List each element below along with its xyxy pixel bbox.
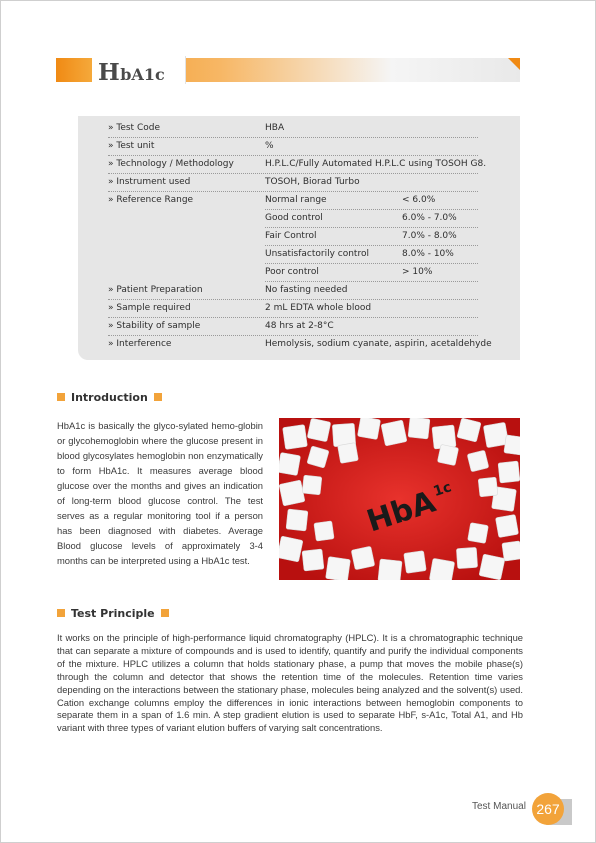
info-label: » Reference Range [108, 195, 194, 205]
range-value: > 10% [402, 267, 433, 277]
sugar-cube [408, 418, 430, 439]
sugar-cube [504, 435, 520, 455]
bullet-square-icon [57, 609, 65, 617]
sugar-cube [378, 559, 402, 580]
info-row-interference [108, 336, 492, 354]
range-row [265, 192, 478, 210]
sugar-cube [429, 558, 454, 580]
photo-hba-text: HbA [362, 484, 440, 540]
sugar-cube [326, 557, 351, 580]
photo-1c-text: 1c [431, 479, 454, 501]
test-info-table [78, 116, 520, 360]
test-principle-heading-text: Test Principle [71, 606, 155, 620]
test-principle-heading [57, 606, 175, 620]
info-value: 48 hrs at 2-8°C [265, 321, 334, 331]
bullet-square-icon [161, 609, 169, 617]
sugar-cube [279, 536, 303, 562]
info-label: » Stability of sample [108, 321, 201, 331]
range-label: Normal range [265, 195, 327, 205]
info-value: HBA [265, 123, 285, 133]
range-value: 6.0% - 7.0% [402, 213, 457, 223]
sugar-cube [314, 521, 334, 541]
info-label: » Instrument used [108, 177, 191, 187]
sugar-cube [502, 541, 520, 561]
sugar-cube [302, 549, 324, 571]
info-label: » Patient Preparation [108, 285, 203, 295]
info-row-technology [108, 156, 487, 174]
info-label: » Interference [108, 339, 172, 349]
page-number: 267 [532, 793, 564, 825]
sugar-cube [479, 554, 505, 580]
title-banner [56, 56, 520, 84]
page-title [98, 59, 165, 86]
page-title-rest: bA1c [120, 65, 165, 84]
sugar-cubes-photo [279, 418, 520, 580]
info-label: » Technology / Methodology [108, 159, 234, 169]
range-row [265, 264, 478, 282]
range-row [265, 228, 478, 246]
sugar-cube [307, 418, 331, 442]
info-value: No fasting needed [265, 285, 348, 295]
info-label: » Test unit [108, 141, 155, 151]
range-label: Unsatisfactorily control [265, 249, 369, 259]
sugar-cube [338, 443, 359, 464]
sugar-cube [404, 551, 427, 574]
range-row [265, 210, 478, 228]
range-row [265, 246, 478, 264]
sugar-cube [351, 546, 375, 570]
info-value: H.P.L.C/Fully Automated H.P.L.C using TOSOH G8. [265, 159, 487, 169]
range-value: < 6.0% [402, 195, 436, 205]
sugar-cube [381, 420, 407, 446]
sugar-cube [357, 418, 380, 440]
sugar-cube [467, 450, 489, 472]
info-value: 2 mL EDTA whole blood [265, 303, 372, 313]
page-title-prefix: H [98, 59, 121, 86]
sugar-cube [468, 523, 489, 544]
range-value: 8.0% - 10% [402, 249, 454, 259]
info-value: Hemolysis, sodium cyanate, aspirin, acetaldehyde [265, 339, 492, 349]
test-principle-text: It works on the principle of high-performance liquid chromatography (HPLC). It is a chromatographic technique that can separate a mixture of compounds and is used to identify, quantify and purify the individual components of the mixture. HPLC utilizes a column that holds stationary phase, a pump that moves the mobile phase(s) through the column and detector that shows the retention time of the molecules. Retention time varies depending on the interactions between the stationary phase, molecules being analyzed and the solvent(s) used. Cation exchange columns employ the differences in ionic interactions between hemoglobin components to separate them in a span of 1.6 min. A step gradient elution is used to separate HbF, s-A1c, Total A1, and Hb variant with three types of variant elution buffers of varying salt concentrations. [57, 632, 523, 734]
info-value: TOSOH, Biorad Turbo [265, 177, 360, 187]
sugar-cube [279, 452, 301, 475]
info-row-patient-preparation [108, 282, 478, 300]
sugar-cube [456, 547, 477, 568]
footer-label: Test Manual [472, 801, 526, 812]
range-label: Good control [265, 213, 323, 223]
bullet-square-icon [154, 393, 162, 401]
sugar-cubes-illustration [279, 418, 520, 580]
range-value: 7.0% - 8.0% [402, 231, 457, 241]
sugar-cube [478, 477, 498, 497]
introduction-heading-text: Introduction [71, 390, 148, 404]
sugar-cube [498, 461, 520, 483]
bullet-square-icon [57, 393, 65, 401]
info-value: % [265, 141, 274, 151]
info-label: » Test Code [108, 123, 160, 133]
info-label: » Sample required [108, 303, 191, 313]
info-row-sample-required [108, 300, 478, 318]
range-label: Fair Control [265, 231, 317, 241]
info-row-test-code [108, 120, 478, 138]
introduction-heading [57, 390, 168, 404]
info-row-reference-range [108, 192, 258, 210]
range-label: Poor control [265, 267, 319, 277]
introduction-text: HbA1c is basically the glyco-sylated hemo-globin or glycohemoglobin where the glucose present in blood glycosylates hemoglobin non enzymatically to form HbA1c. It measures average blood glucose over the months and gives an indication of long-term blood glucose control. The test serves as a regular monitoring tool if a person has been diagnosed with diabetes. Average Blood glucose levels of approximately 3-4 months can be interpreted using a HbA1c test. [57, 420, 263, 566]
banner-accent [56, 58, 92, 82]
info-row-test-unit [108, 138, 478, 156]
info-row-instrument [108, 174, 478, 192]
sugar-cube [279, 480, 305, 506]
sugar-cube [286, 509, 308, 531]
sugar-cube [495, 514, 518, 537]
banner-corner-fold [508, 58, 520, 70]
sugar-cube [283, 425, 308, 450]
info-row-stability [108, 318, 478, 336]
sugar-cube [302, 475, 322, 495]
sugar-cube [437, 444, 458, 465]
